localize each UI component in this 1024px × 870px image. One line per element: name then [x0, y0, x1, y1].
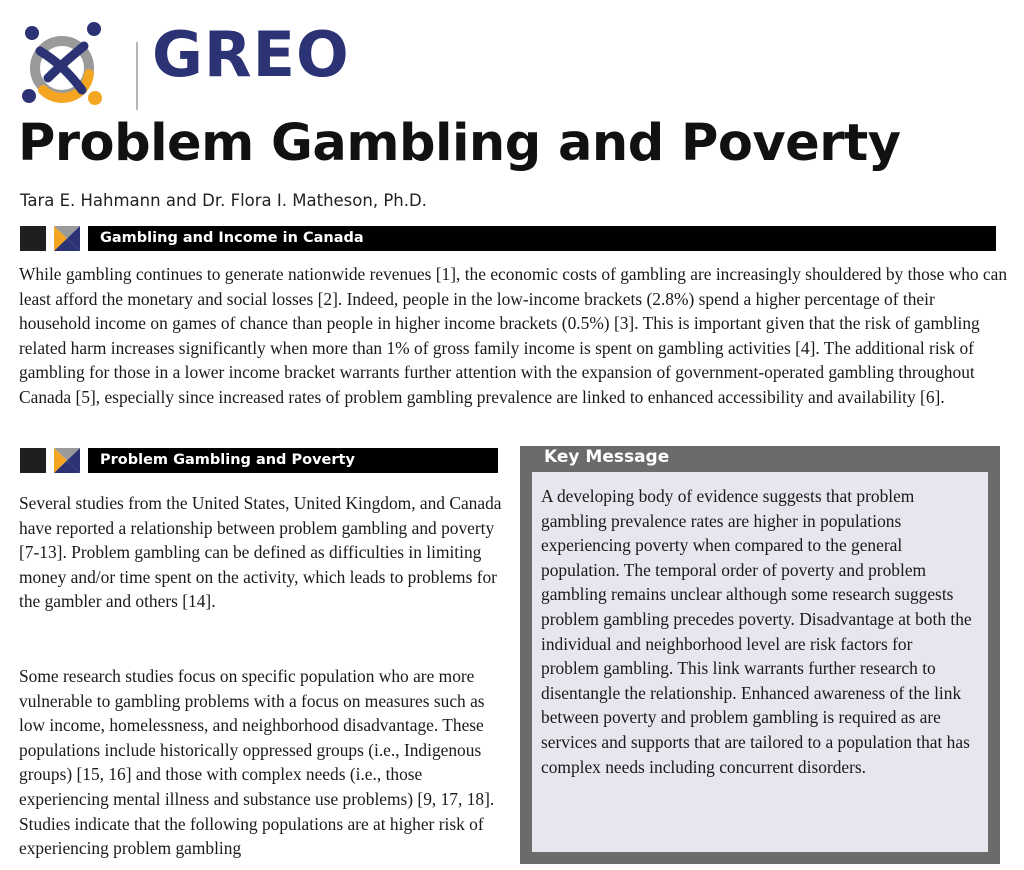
section-square-icon — [20, 226, 46, 251]
greo-logo-mark-icon — [18, 18, 110, 108]
poverty-paragraph-2: Some research studies focus on specific population who are more vulnerable to gambling problems with a focus on measures such as low income, homelessness, and neighborhood disadvantage. These populations include historically oppressed groups (i.e., Indigenous groups) [15, 16] and those with complex needs (i.e., those experiencing mental illness and substance use problems) [9, 17, 18]. Studies indicate that the following populations are at higher risk of experiencing problem gambling — [19, 666, 495, 859]
section-heading-label: Problem Gambling and Poverty — [88, 448, 498, 473]
section-square-icon — [20, 448, 46, 473]
logo-divider — [136, 42, 138, 110]
poverty-paragraph-1: Several studies from the United States, United Kingdom, and Canada have reported a relationship between problem gambling and poverty [7-13]. Problem gambling can be defined as difficulties in limiting money and/or time spent on the activity, which leads to problems for the gambler and others [14]. — [19, 493, 502, 612]
section-heading-label: Gambling and Income in Canada — [88, 226, 996, 251]
logo-wordmark: GREO — [152, 18, 350, 91]
income-paragraph: While gambling continues to generate nationwide revenues [1], the economic costs of gambling are increasingly shouldered by those who can least afford the monetary and social losses [2]. Indeed, people in the low-income brackets (2.8%) spend a higher percentage of their household income on games of chance than people in higher income brackets (0.5%) [3]. This is important given that the risk of gambling related harm increases significantly when more than 1% of gross family income is spent on gambling activities [4]. The additional risk of gambling for those in a lower income bracket warrants further attention with the expansion of government-operated gambling throughout Canada [5], especially since increased rates of problem gambling prevalence are linked to enhanced accessibility and availability [6]. — [19, 264, 1008, 407]
authors-line: Tara E. Hahmann and Dr. Flora I. Matheson, Ph.D. — [20, 191, 427, 210]
section-triangle-icon — [54, 226, 80, 251]
section-triangle-icon — [54, 448, 80, 473]
key-message-text: A developing body of evidence suggests that problem gambling prevalence rates are higher in populations experiencing poverty when compared to the general population. The temporal order of poverty and problem gambling remains unclear although some research suggests problem gambling precedes poverty. Disadvantage at both the individual and neighborhood level are risk factors for problem gambling. This link warrants further research to disentangle the relationship. Enhanced awareness of the link between poverty and problem gambling is required as are services and supports that are tailored to a population that has complex needs including concurrent disorders. — [541, 486, 972, 777]
section-heading-poverty — [20, 448, 498, 473]
greo-logo — [18, 16, 358, 108]
key-message-body — [532, 472, 988, 852]
key-message-title: Key Message — [544, 447, 670, 467]
key-message-box — [520, 446, 1000, 864]
section-heading-income — [20, 226, 996, 251]
page-title: Problem Gambling and Poverty — [18, 114, 901, 173]
